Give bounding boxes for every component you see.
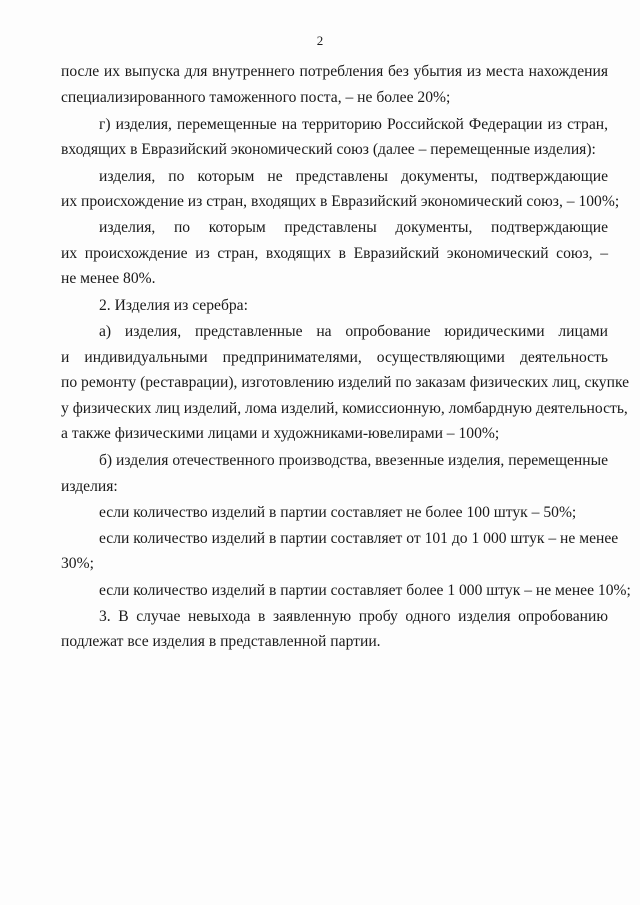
text-line: подлежат все изделия в представленной партии. (61, 633, 381, 650)
text-line: если количество изделий в партии составляет не более 100 штук – 50%; (99, 504, 577, 521)
text-line: если количество изделий в партии составляет более 1 000 штук – не менее 10%; (99, 582, 631, 599)
text-line: по ремонту (реставрации), изготовлению изделий по заказам физических лиц, скупке (61, 374, 630, 391)
text-line: б) изделия отечественного производства, ввезенные изделия, перемещенные (99, 452, 608, 469)
text-line: а также физическими лицами и художниками-ювелирами – 100%; (61, 425, 500, 442)
text-line: 3. В случае невыхода в заявленную пробу одного изделия опробованию (99, 608, 608, 625)
text-line: изделия: (61, 478, 118, 495)
text-line: 30%; (61, 555, 94, 572)
text-line: у физических лиц изделий, лома изделий, комиссионную, ломбардную деятельность, (61, 400, 628, 417)
text-line: изделия, по которым не представлены документы, подтверждающие (99, 168, 608, 185)
text-line: и индивидуальными предпринимателями, осуществляющими деятельность (61, 349, 608, 366)
text-line: изделия, по которым представлены документы, подтверждающие (99, 219, 608, 236)
text-line: входящих в Евразийский экономический союз (далее – перемещенные изделия): (61, 141, 596, 158)
text-line: г) изделия, перемещенные на территорию Российской Федерации из стран, (99, 116, 608, 133)
text-line: их происхождение из стран, входящих в Евразийский экономический союз, – 100%; (61, 193, 620, 210)
text-line: не менее 80%. (61, 270, 156, 287)
page-number: 2 (316, 33, 324, 48)
section-heading: 2. Изделия из серебра: (99, 297, 248, 314)
text-line: а) изделия, представленные на опробование юридическими лицами (99, 323, 608, 340)
text-line: после их выпуска для внутреннего потребления без убытия из места нахождения (61, 63, 608, 80)
text-line: если количество изделий в партии составляет от 101 до 1 000 штук – не менее (99, 530, 619, 547)
text-line: специализированного таможенного поста, – не более 20%; (61, 89, 451, 106)
text-line: их происхождение из стран, входящих в Евразийский экономический союз, – (61, 245, 608, 262)
